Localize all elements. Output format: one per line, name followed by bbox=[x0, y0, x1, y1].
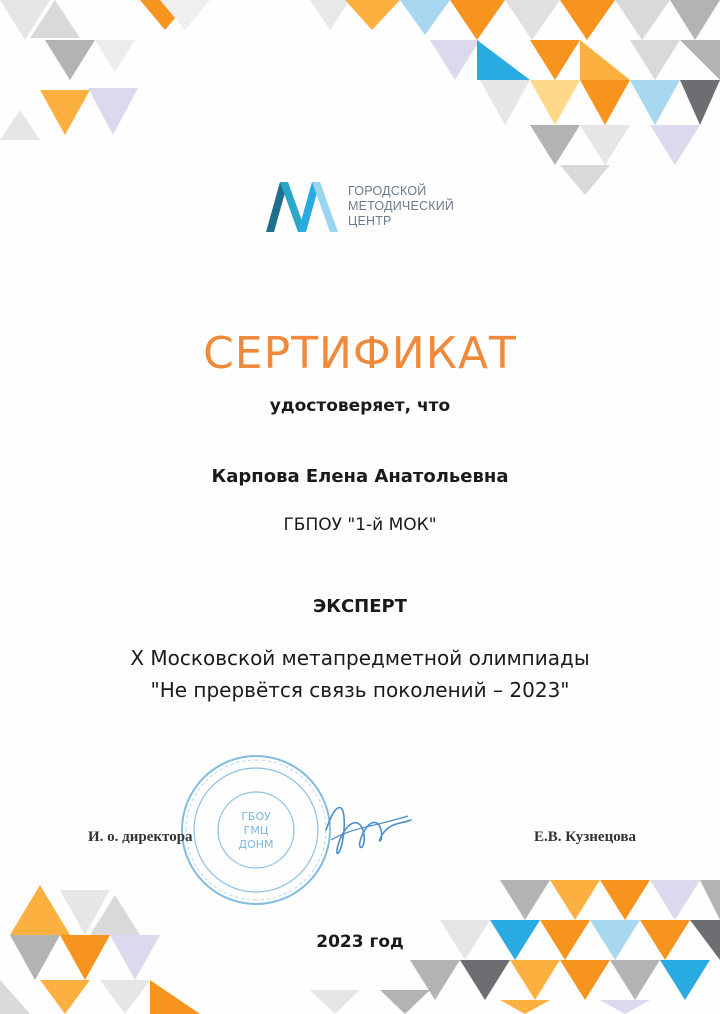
recipient-name: Карпова Елена Анатольевна bbox=[211, 466, 509, 487]
recipient-organization: ГБПОУ "1-й МОК" bbox=[283, 515, 437, 535]
certificate-title: СЕРТИФИКАТ bbox=[203, 328, 517, 379]
logo-text bbox=[348, 184, 454, 229]
logo bbox=[266, 182, 466, 234]
certifies-text: удостоверяет, что bbox=[269, 396, 451, 416]
logo-line-1: ГОРОДСКОЙ bbox=[348, 184, 427, 198]
event-line-1: X Московской метапредметной олимпиады bbox=[130, 646, 590, 670]
stamp-seal bbox=[176, 750, 336, 910]
certificate-year: 2023 год bbox=[316, 932, 404, 952]
logo-line-3: ЦЕНТР bbox=[348, 214, 392, 228]
stamp-line-2: ГМЦ bbox=[243, 824, 269, 837]
signer-name: Е.В. Кузнецова bbox=[534, 829, 636, 845]
signature-mark bbox=[316, 790, 416, 870]
recipient-role: ЭКСПЕРТ bbox=[313, 596, 407, 617]
logo-line-2: МЕТОДИЧЕСКИЙ bbox=[348, 199, 455, 213]
stamp-line-3: ДОНМ bbox=[238, 838, 274, 851]
logo-mark-icon bbox=[266, 182, 338, 232]
event-line-2: "Не прервётся связь поколений – 2023" bbox=[150, 678, 570, 702]
signer-title: И. о. директора bbox=[88, 829, 193, 845]
stamp-line-1: ГБОУ bbox=[241, 810, 271, 823]
